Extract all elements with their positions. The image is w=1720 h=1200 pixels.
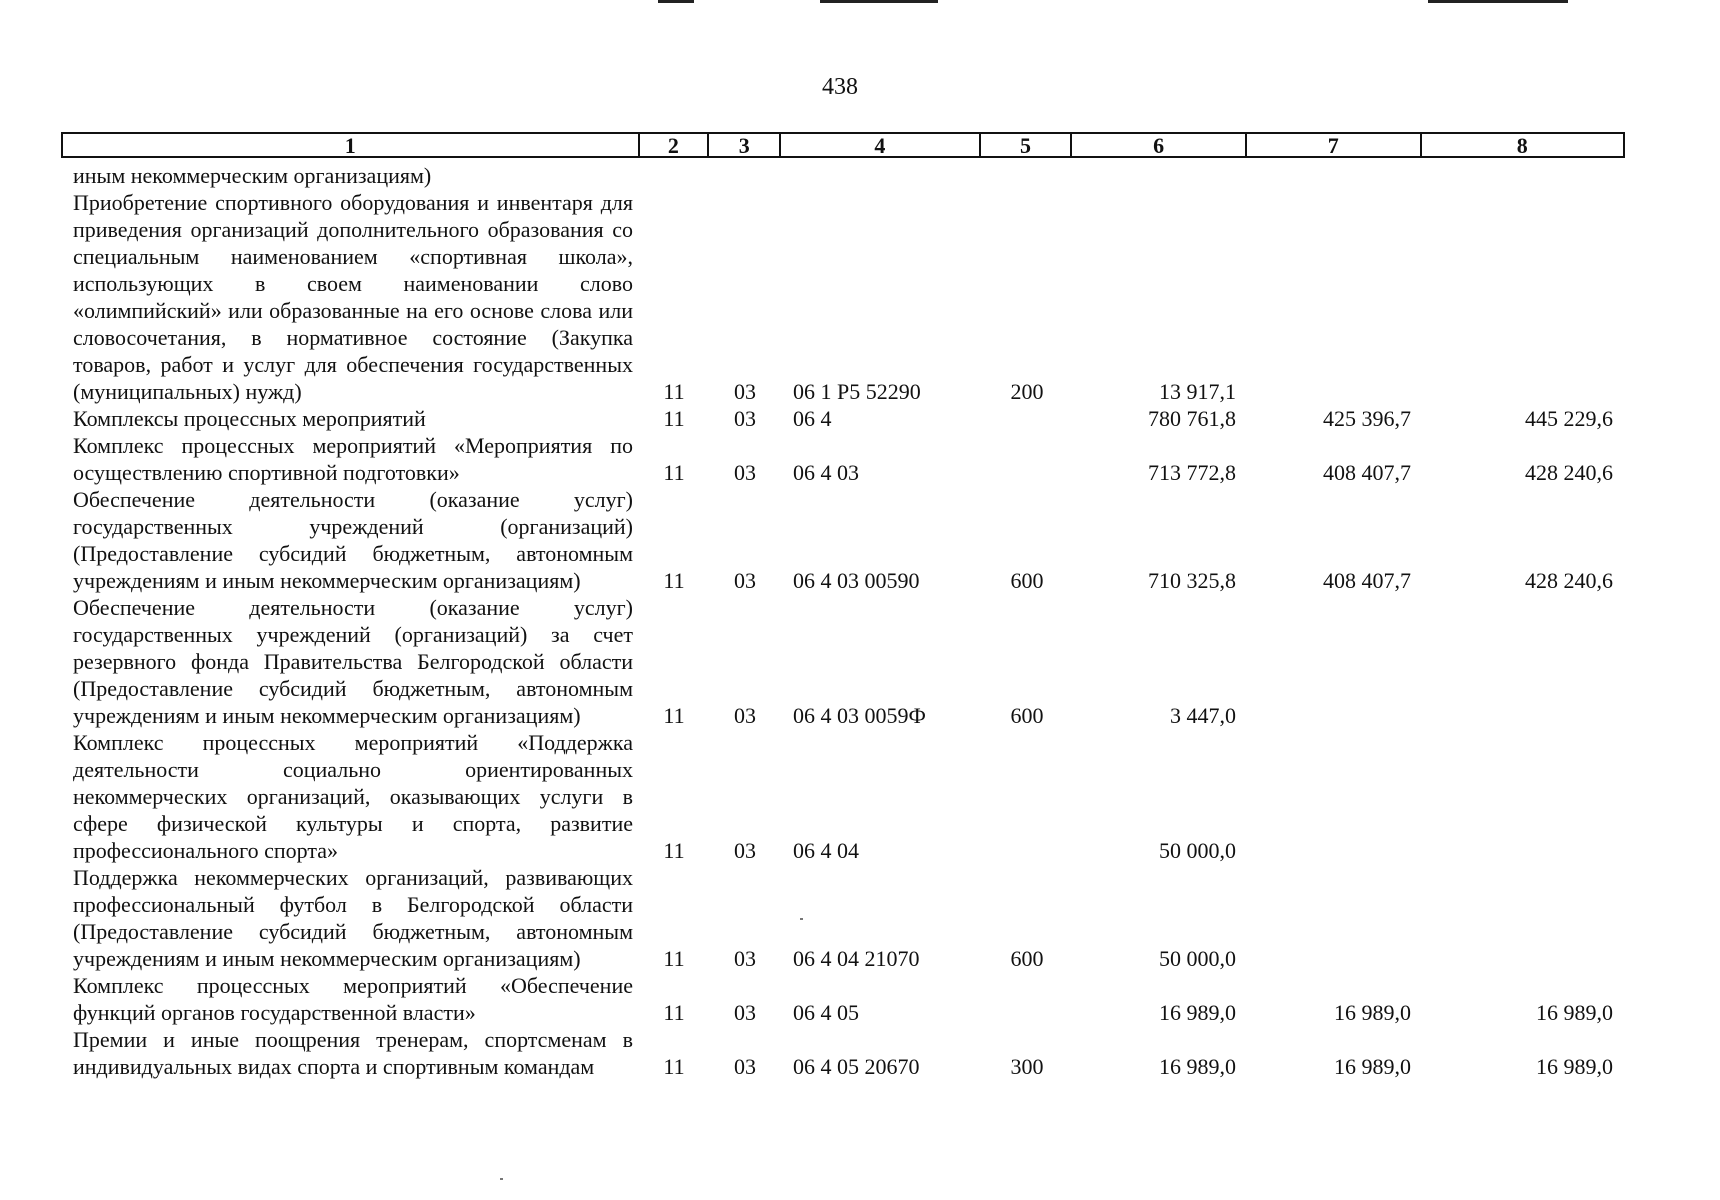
cell-amount-2: 408 407,7 [1323,568,1411,593]
cell-section: 11 [663,946,685,971]
cell-section: 11 [663,703,685,728]
cell-subsection: 03 [734,1000,756,1025]
scan-mark [820,0,938,3]
cell-amount-3: 428 240,6 [1525,460,1613,485]
row-description: Обеспечение деятельности (оказание услуг) государственных учреждений (организаций) (Предоставление субсидий бюджетным, автономным учреждениям и иным некоммерческим организациям) [73,487,633,593]
cell-section: 11 [663,406,685,431]
cell-amount-3: 428 240,6 [1525,568,1613,593]
cell-amount-2: 16 989,0 [1334,1000,1411,1025]
row-description: иным некоммерческим организациям) [73,163,432,188]
column-header: 8 [1516,133,1528,158]
table-body [61,162,1625,1080]
cell-subsection: 03 [734,703,756,728]
cell-amount-2: 16 989,0 [1334,1054,1411,1079]
column-header: 4 [781,134,980,156]
cell-subsection: 03 [734,838,756,863]
cell-subsection: 03 [734,460,756,485]
cell-subsection: 03 [734,1054,756,1079]
cell-subsection: 03 [734,406,756,431]
cell-expense-type: 300 [1010,1054,1044,1079]
cell-amount-3: 445 229,6 [1525,406,1613,431]
cell-amount-1: 710 325,8 [1148,568,1236,593]
cell-section: 11 [663,1054,685,1079]
cell-expense-type: 600 [1010,946,1044,971]
cell-target-code: 06 4 03 00590 [793,568,920,593]
cell-amount-2: 408 407,7 [1323,460,1411,485]
cell-section: 11 [663,379,685,404]
cell-amount-1: 713 772,8 [1148,460,1236,485]
table-row [61,405,1625,432]
scan-speck [500,1178,503,1180]
scan-speck [800,918,803,920]
row-description: Обеспечение деятельности (оказание услуг) государственных учреждений (организаций) за счет резервного фонда Правительства Белгородской области (Предоставление субсидий бюджетным, автономным учреждениям и иным некоммерческим организациям) [73,595,633,728]
cell-expense-type: 200 [1010,379,1044,404]
column-header: 7 [1247,134,1422,156]
cell-amount-1: 16 989,0 [1159,1000,1236,1025]
column-header: 2 [640,134,710,156]
table-row [61,729,1625,864]
row-description: Премии и иные поощрения тренерам, спортсменам в индивидуальных видах спорта и спортивным командам [73,1027,633,1079]
table-row [61,1026,1625,1080]
cell-amount-1: 16 989,0 [1159,1054,1236,1079]
column-header: 3 [709,134,781,156]
cell-amount-3: 16 989,0 [1536,1054,1613,1079]
row-description: Комплекс процессных мероприятий «Поддержка деятельности социально ориентированных некоммерческих организаций, оказывающих услуги в сфере физической культуры и спорта, развитие профессионального спорта» [73,730,633,863]
scan-mark [658,0,694,3]
cell-amount-1: 50 000,0 [1159,838,1236,863]
cell-subsection: 03 [734,946,756,971]
cell-target-code: 06 4 05 20670 [793,1054,920,1079]
cell-expense-type: 600 [1010,703,1044,728]
row-description: Комплекс процессных мероприятий «Обеспечение функций органов государственной власти» [73,973,633,1025]
row-description: Комплексы процессных мероприятий [73,406,426,431]
cell-section: 11 [663,838,685,863]
column-header: 6 [1072,134,1247,156]
cell-target-code: 06 4 03 [793,460,859,485]
row-description: Комплекс процессных мероприятий «Мероприятия по осуществлению спортивной подготовки» [73,433,633,485]
table-row [61,162,1625,189]
table-row [61,864,1625,972]
cell-section: 11 [663,1000,685,1025]
cell-target-code: 06 1 Р5 52290 [793,379,921,404]
row-description: Приобретение спортивного оборудования и инвентаря для приведения организаций дополнительного образования со специальным наименованием «спортивная школа», использующих в своем наименовании слово «олимпийский» или образованные на его основе слова или словосочетания, в нормативное состояние (Закупка товаров, работ и услуг для обеспечения государственных (муниципальных) нужд) [73,190,633,404]
row-description: Поддержка некоммерческих организаций, развивающих профессиональный футбол в Белгородской области (Предоставление субсидий бюджетным, автономным учреждениям и иным некоммерческим организациям) [73,865,633,971]
cell-target-code: 06 4 [793,406,832,431]
cell-target-code: 06 4 05 [793,1000,859,1025]
cell-amount-1: 3 447,0 [1170,703,1236,728]
scan-mark [1428,0,1568,3]
column-header: 5 [981,134,1073,156]
cell-amount-1: 780 761,8 [1148,406,1236,431]
table-header-row [61,132,1625,158]
column-header: 1 [63,134,640,156]
cell-section: 11 [663,460,685,485]
cell-amount-1: 13 917,1 [1159,379,1236,404]
cell-section: 11 [663,568,685,593]
cell-target-code: 06 4 04 21070 [793,946,920,971]
table-row [61,594,1625,729]
cell-target-code: 06 4 04 [793,838,859,863]
table-row [61,486,1625,594]
cell-subsection: 03 [734,568,756,593]
table-row [61,189,1625,405]
cell-amount-3: 16 989,0 [1536,1000,1613,1025]
table-row [61,972,1625,1026]
table-row [61,432,1625,486]
cell-amount-2: 425 396,7 [1323,406,1411,431]
page-number: 438 [822,74,858,100]
cell-amount-1: 50 000,0 [1159,946,1236,971]
cell-target-code: 06 4 03 0059Ф [793,703,926,728]
cell-expense-type: 600 [1010,568,1044,593]
cell-subsection: 03 [734,379,756,404]
